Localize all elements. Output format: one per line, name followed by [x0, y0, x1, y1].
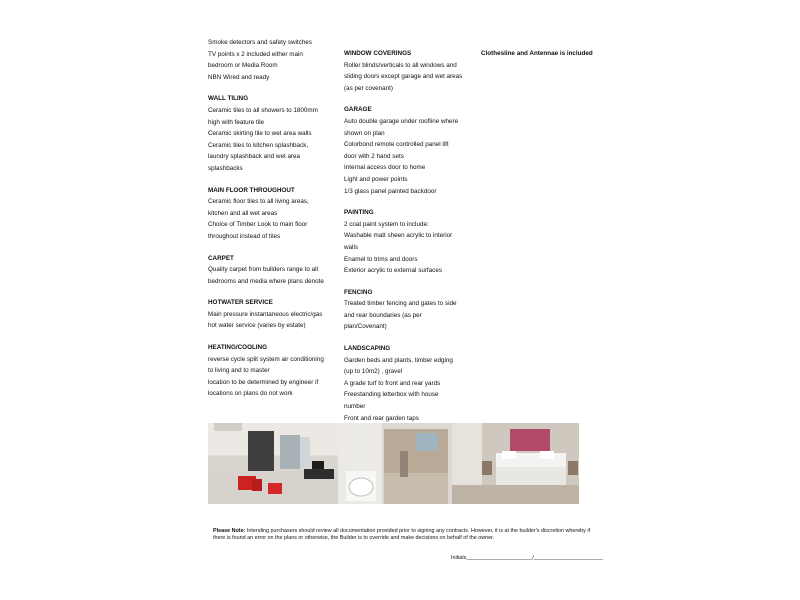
section-line: number	[344, 403, 366, 411]
intro-line: Smoke detectors and safety switches	[208, 39, 312, 46]
section-line: (as per covenant)	[344, 84, 394, 92]
section-line: walls	[344, 243, 358, 251]
note-label: Please Note:	[213, 528, 246, 534]
section-line: Ceramic floor tiles to all living areas,	[208, 198, 309, 206]
section-line: reverse cycle split system air conditioning	[208, 355, 324, 363]
section-line: Exterior acrylic to external surfaces	[344, 267, 442, 275]
bedroom-photo	[452, 423, 579, 504]
section-heading-clothesline: Clothesline and Antennae is included	[481, 50, 593, 57]
note-text: Intending purchasers should review all documentation provided prior to signing any contracts. However, it is at the builder's discretion whereby if there is found an error on the plans or otherwise, the Builder is to override and make decisions on behalf of the owner.	[213, 528, 591, 542]
section-line: Roller blinds/verticals to all windows and	[344, 61, 457, 69]
section-line: Light and power points	[344, 175, 408, 183]
inclusions-column-3	[481, 37, 601, 60]
section-line: Main pressure instantaneous electric/gas	[208, 310, 323, 318]
section-line: Ceramic tiles to kitchen splashback,	[208, 141, 309, 149]
section-line: shown on plan	[344, 129, 385, 137]
intro-line: TV points x 2 included either main	[208, 50, 303, 58]
intro-line: bedroom or Media Room	[208, 62, 278, 70]
section-line: bedrooms and media where plans denote	[208, 277, 324, 285]
section-line: Internal access door to home	[344, 164, 426, 172]
inclusions-column-1	[208, 37, 333, 400]
section-line: Freestanding letterbox with house	[344, 391, 439, 399]
section-heading-heating-cooling: HEATING/COOLING	[208, 344, 268, 352]
section-line: sliding doors except garage and wet areas	[344, 73, 463, 81]
section-line: Washable matt sheen acrylic to interior	[344, 232, 453, 240]
section-line: Front and rear garden taps	[344, 414, 419, 422]
section-line: to living and to master	[208, 367, 270, 375]
section-line: Quality carpet from builders range to all	[208, 266, 318, 274]
section-line: door with 2 hand sets	[344, 152, 404, 160]
interior-photo-strip	[208, 423, 579, 504]
section-line: Colorbond remote controlled panel lift	[344, 141, 449, 149]
section-heading-window-coverings: WINDOW COVERINGS	[344, 50, 412, 57]
section-line: Treated timber fencing and gates to side	[344, 300, 457, 308]
section-line: (up to 10m2) , gravel	[344, 368, 403, 376]
section-line: A grade turf to front and rear yards	[344, 379, 441, 387]
disclaimer-note	[213, 528, 597, 542]
section-line: Choice of Timber Look to main floor	[208, 221, 308, 229]
section-line: kitchen and all wet areas	[208, 209, 278, 217]
section-line: throughout instead of tiles	[208, 232, 281, 240]
section-line: Ceramic tiles to all showers to 1800mm	[208, 106, 318, 114]
section-line: high with feature tile	[208, 118, 265, 126]
section-heading-hotwater: HOTWATER SERVICE	[208, 299, 273, 307]
intro-line: NBN Wired and ready	[208, 73, 270, 81]
bathroom-photo	[338, 423, 452, 504]
section-line: Ceramic skirting tile to wet area walls	[208, 130, 312, 138]
living-room-photo	[208, 423, 338, 504]
section-line: Auto double garage under roofline where	[344, 117, 459, 125]
section-line: Garden beds and plants, timber edging	[344, 356, 453, 364]
section-line: 1/3 glass panel painted backdoor	[344, 187, 437, 195]
section-heading-fencing: FENCING	[344, 288, 373, 296]
section-line: and rear boundaries (as per	[344, 311, 422, 319]
section-line: locations on plans do not work	[208, 390, 293, 398]
section-line: 2 coat paint system to include:	[344, 220, 429, 228]
section-line: plan/Covenant)	[344, 323, 387, 331]
section-line: splashbacks	[208, 164, 243, 172]
initials-signature-line: Initials______________________/_______________________	[451, 555, 603, 561]
section-line: location to be determined by engineer if	[208, 378, 319, 386]
section-line: Enamel to trims and doors	[344, 255, 418, 263]
section-heading-main-floor: MAIN FLOOR THROUGHOUT	[208, 186, 295, 194]
section-heading-landscaping: LANDSCAPING	[344, 345, 391, 353]
inclusions-column-2	[344, 37, 469, 424]
section-heading-painting: PAINTING	[344, 209, 374, 217]
section-line: hot water service (varies by estate)	[208, 322, 306, 330]
section-heading-wall-tiling: WALL TILING	[208, 95, 249, 103]
section-line: laundry splashback and wet area	[208, 153, 301, 161]
section-heading-garage: GARAGE	[344, 106, 372, 114]
section-heading-carpet: CARPET	[208, 254, 234, 262]
